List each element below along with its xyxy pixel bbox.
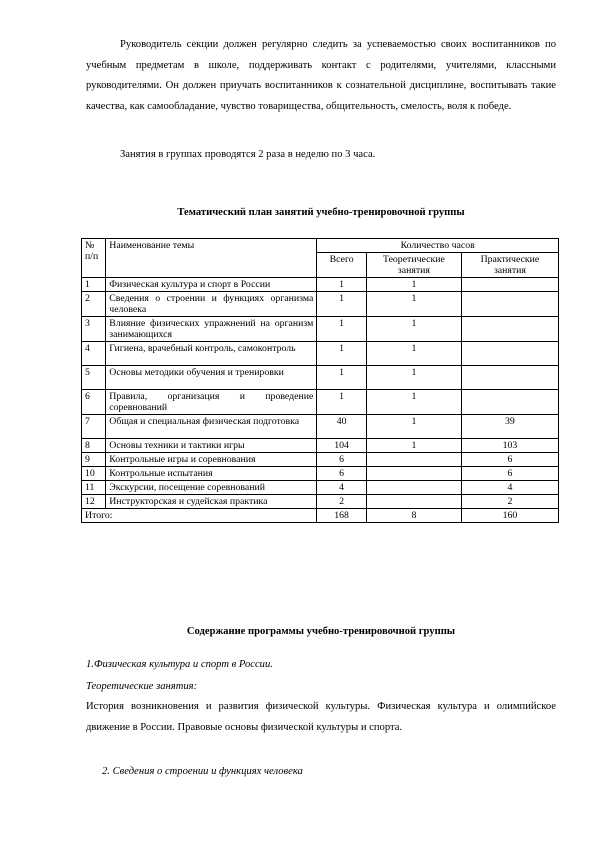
row-name: Общая и специальная физическая подготовка: [106, 415, 317, 439]
section-1-subheading: Теоретические занятия:: [86, 681, 198, 692]
row-num: 10: [82, 467, 106, 481]
row-total: 1: [317, 278, 367, 292]
row-total: 1: [317, 390, 367, 415]
row-num: 9: [82, 453, 106, 467]
table-row: [82, 481, 559, 495]
plan-title: Тематический план занятий учебно-тренировочной группы: [177, 207, 465, 218]
row-theory: 1: [366, 439, 461, 453]
footer-total: 168: [317, 509, 367, 523]
table-row: [82, 439, 559, 453]
section-1-heading: 1.Физическая культура и спорт в России.: [86, 659, 273, 670]
row-practice: [461, 366, 558, 390]
row-practice: [461, 317, 558, 342]
row-theory: 1: [366, 415, 461, 439]
row-practice: [461, 342, 558, 366]
row-theory: [366, 453, 461, 467]
row-theory: 1: [366, 278, 461, 292]
section-2-heading: 2. Сведения о строении и функциях человека: [102, 766, 303, 777]
footer-label: Итого:: [82, 509, 317, 523]
row-num: 7: [82, 415, 106, 439]
row-num: 3: [82, 317, 106, 342]
row-name: Экскурсии, посещение соревнований: [106, 481, 317, 495]
row-name: Инструкторская и судейская практика: [106, 495, 317, 509]
row-theory: [366, 495, 461, 509]
section-1-text: История возникновения и развития физической культуры. Физическая культура и олимпийское движение в России. Правовые основы физической культуры и спорта.: [86, 701, 556, 733]
header-theory: Теоретические занятия: [366, 253, 461, 278]
row-practice: 103: [461, 439, 558, 453]
row-total: 6: [317, 453, 367, 467]
row-name: Физическая культура и спорт в России: [106, 278, 317, 292]
row-practice: [461, 292, 558, 317]
table-footer-row: [82, 509, 559, 523]
footer-practice: 160: [461, 509, 558, 523]
table-row: [82, 292, 559, 317]
row-name: Основы техники и тактики игры: [106, 439, 317, 453]
table-row: [82, 366, 559, 390]
row-name: Влияние физических упражнений на организм занимающихся: [106, 317, 317, 342]
table-row: [82, 390, 559, 415]
table-row: [82, 278, 559, 292]
row-total: 4: [317, 481, 367, 495]
header-hours: Количество часов: [317, 239, 559, 253]
row-num: 11: [82, 481, 106, 495]
header-practice: Практические занятия: [461, 253, 558, 278]
row-total: 1: [317, 342, 367, 366]
footer-theory: 8: [366, 509, 461, 523]
row-theory: 1: [366, 292, 461, 317]
row-name: Контрольные игры и соревнования: [106, 453, 317, 467]
row-name: Правила, организация и проведение соревнований: [106, 390, 317, 415]
header-name: Наименование темы: [106, 239, 317, 278]
row-name: Гигиена, врачебный контроль, самоконтроль: [106, 342, 317, 366]
row-theory: [366, 467, 461, 481]
header-total: Всего: [317, 253, 367, 278]
table-row: [82, 495, 559, 509]
row-practice: 39: [461, 415, 558, 439]
row-total: 6: [317, 467, 367, 481]
row-practice: [461, 390, 558, 415]
row-total: 104: [317, 439, 367, 453]
row-practice: 6: [461, 467, 558, 481]
row-num: 5: [82, 366, 106, 390]
row-name: Основы методики обучения и тренировки: [106, 366, 317, 390]
row-num: 6: [82, 390, 106, 415]
row-name: Сведения о строении и функциях организма человека: [106, 292, 317, 317]
row-practice: 2: [461, 495, 558, 509]
intro-paragraph-1: Руководитель секции должен регулярно следить за успеваемостью своих воспитанников по учебным предметам в школе, поддерживать контакт с родителями, учителями, классными руководителями. Он должен приучать воспитанников к сознательной дисциплине, воспитывать такие качества, как самообладание, чувство товарищества, общительность, смелость, воля к победе.: [86, 39, 556, 112]
row-num: 8: [82, 439, 106, 453]
row-theory: [366, 481, 461, 495]
row-practice: 6: [461, 453, 558, 467]
table-row: [82, 467, 559, 481]
row-num: 1: [82, 278, 106, 292]
row-name: Контрольные испытания: [106, 467, 317, 481]
table-row: [82, 317, 559, 342]
table-row: [82, 453, 559, 467]
table-row: [82, 415, 559, 439]
row-practice: 4: [461, 481, 558, 495]
row-theory: 1: [366, 366, 461, 390]
row-num: 4: [82, 342, 106, 366]
thematic-plan-table: [81, 238, 559, 523]
row-total: 1: [317, 292, 367, 317]
row-num: 12: [82, 495, 106, 509]
intro-paragraph-2: Занятия в группах проводятся 2 раза в неделю по 3 часа.: [120, 149, 376, 160]
content-title: Содержание программы учебно-тренировочной группы: [186, 626, 456, 637]
row-total: 2: [317, 495, 367, 509]
row-num: 2: [82, 292, 106, 317]
row-theory: 1: [366, 390, 461, 415]
header-num: № п/п: [82, 239, 106, 278]
row-total: 40: [317, 415, 367, 439]
table-row: [82, 342, 559, 366]
row-total: 1: [317, 366, 367, 390]
row-total: 1: [317, 317, 367, 342]
row-theory: 1: [366, 317, 461, 342]
row-theory: 1: [366, 342, 461, 366]
row-practice: [461, 278, 558, 292]
